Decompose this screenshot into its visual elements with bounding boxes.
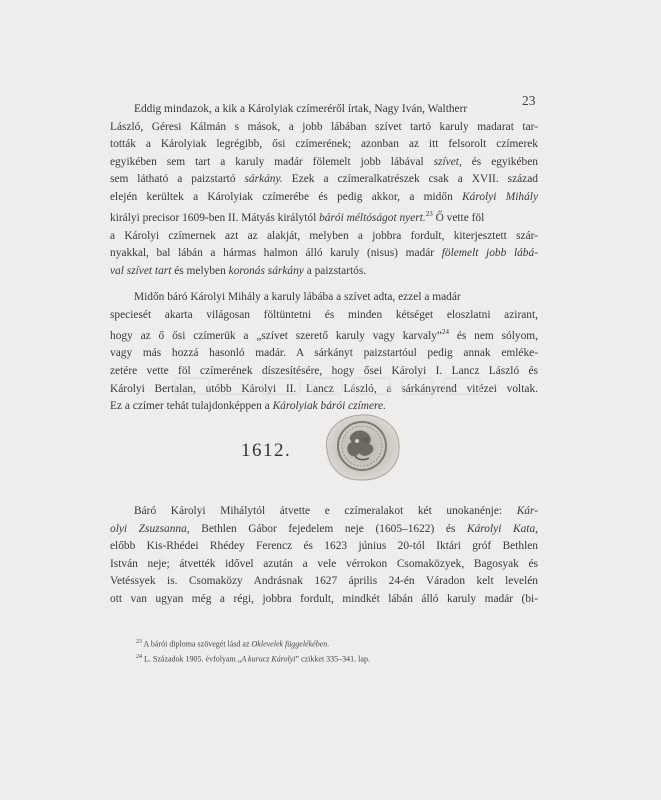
text-span: és nem sólyom, xyxy=(449,329,538,342)
text-span: és egyikében xyxy=(461,155,539,168)
paragraph-3 xyxy=(110,503,538,608)
footnote-23 xyxy=(136,636,370,651)
footnote-number: 23 xyxy=(136,639,142,645)
italic-text: bárói méltóságot nyert. xyxy=(319,212,426,225)
text-span: Ezek a czímeralkatrészek csak a XVII. század xyxy=(282,173,538,186)
text-line xyxy=(110,245,538,263)
footnote-24 xyxy=(136,651,370,666)
italic-text: sárkány. xyxy=(244,173,283,186)
italic-text: A kurucz Károlyi xyxy=(241,654,296,664)
text-line: vagy más hozzá hasonló madár. A sárkányt paizstartóul pedig annak emléke- xyxy=(110,347,538,360)
text-line xyxy=(110,189,538,207)
wax-seal-image xyxy=(317,410,404,484)
text-line: speciesét akarta világosan föltüntetni és minden kétséget eloszlatni azirant, xyxy=(110,308,538,321)
text-span: elején kerültek a Károlyiak czímerébe és pedig akkor, a midőn xyxy=(110,190,463,203)
text-span: nyakkal, bal lábán a hármas halmon álló karuly (nisus) madár xyxy=(110,247,435,260)
text-span: a paizstartós. xyxy=(303,264,367,277)
text-span: Báró Károlyi Mihálytól átvette e czímeralakot két unokanénje: xyxy=(134,505,517,517)
footnotes xyxy=(136,636,370,665)
paragraph-1 xyxy=(110,101,538,280)
footnote-ref: 24 xyxy=(442,328,449,337)
text-line: Károlyi Bertalan, utóbb Károlyi II. Lancz László, a sárkányrend vitézei voltak. xyxy=(110,382,538,395)
text-line: Midőn báró Károlyi Mihály a karuly lábába a szívet adta, ezzel a madár xyxy=(134,291,461,303)
text-line xyxy=(110,503,538,521)
text-line: Vetéssyek is. Csomaközy Andrásnak 1627 április 24-én Váradon kelt levelén xyxy=(110,575,538,588)
italic-text: Oklevelek függelékében. xyxy=(251,639,330,649)
text-line: ott van ugyan még a régi, jobbra fordult, mindkét lábán álló karuly madár (bi- xyxy=(110,592,538,605)
italic-text: Károlyiak bárói czímere. xyxy=(272,400,386,413)
italic-text: szívet, xyxy=(433,155,462,168)
text-line: előbb Kis-Rhédei Rhédey Ferencz és 1623 június 20-tól Iktári gróf Bethlen xyxy=(110,540,538,553)
italic-text: Kár- xyxy=(516,505,538,517)
italic-text: Károlyi Mihály xyxy=(462,190,538,203)
text-line xyxy=(110,263,538,281)
text-span: L. Századok 1905. évfolyam „ xyxy=(142,654,242,664)
text-line: zetére vette föl czímerének díszesítésére, hogy ősei Károlyi I. Lancz László és xyxy=(110,364,538,377)
italic-text: fölemelt jobb lábá- xyxy=(434,247,538,260)
text-span: Bethlen Gábor fejedelem neje (1605–1622) és xyxy=(189,522,467,535)
footnote-ref: 23 xyxy=(425,210,433,219)
text-span: sem látható a paizstartó xyxy=(110,173,245,186)
footnote-number: 24 xyxy=(136,653,142,660)
text-span: A bárói diploma szövegét lásd az xyxy=(142,639,252,649)
text-span: ” czikket 335–341. lap. xyxy=(295,654,370,664)
text-line: a Károlyi czímernek azt az alakját, melyben a jobbra fordult, kiterjesztett szár- xyxy=(110,229,538,242)
text-line: László, Géresi Kálmán s mások, a jobb lábában szívet tartó karuly madarat tar- xyxy=(110,120,538,133)
italic-text: Károlyi Kata, xyxy=(467,522,538,535)
text-line xyxy=(110,206,538,227)
text-line: tották a Károlyiak legrégibb, ősi czímerének; azonban az itt felsorolt czímerek xyxy=(110,138,538,151)
text-line xyxy=(110,154,538,172)
text-span: hogy az ő ősi czímerük a „szívet szerető karuly vagy karvaly” xyxy=(110,329,442,342)
seal-year: 1612. xyxy=(241,440,292,461)
text-line xyxy=(110,521,538,539)
text-span: és melyben xyxy=(171,264,229,277)
italic-text: koronás sárkány xyxy=(228,264,304,277)
text-line: István neje; átvették idővel azután a vele vérrokon Csomaközyek, Bagosyak és xyxy=(110,557,538,570)
italic-text: olyi Zsuzsanna, xyxy=(110,522,190,535)
text-span: Ő vette föl xyxy=(432,212,485,225)
text-span: egyikében sem tart a karuly madár fölemelt jobb lábával xyxy=(110,155,434,168)
italic-text: val szívet tart xyxy=(110,264,172,277)
text-span: Ez a czímer tehát tulajdonképpen a xyxy=(110,400,273,413)
text-line xyxy=(110,324,538,345)
page-number: 23 xyxy=(522,93,536,108)
text-span: királyi precisor 1609-ben II. Mátyás királytól xyxy=(110,212,320,225)
text-line xyxy=(110,171,538,189)
watermark-pattern xyxy=(170,372,490,402)
text-line: Eddig mindazok, a kik a Károlyiak czímeréről írtak, Nagy Iván, Waltherr xyxy=(134,103,468,115)
